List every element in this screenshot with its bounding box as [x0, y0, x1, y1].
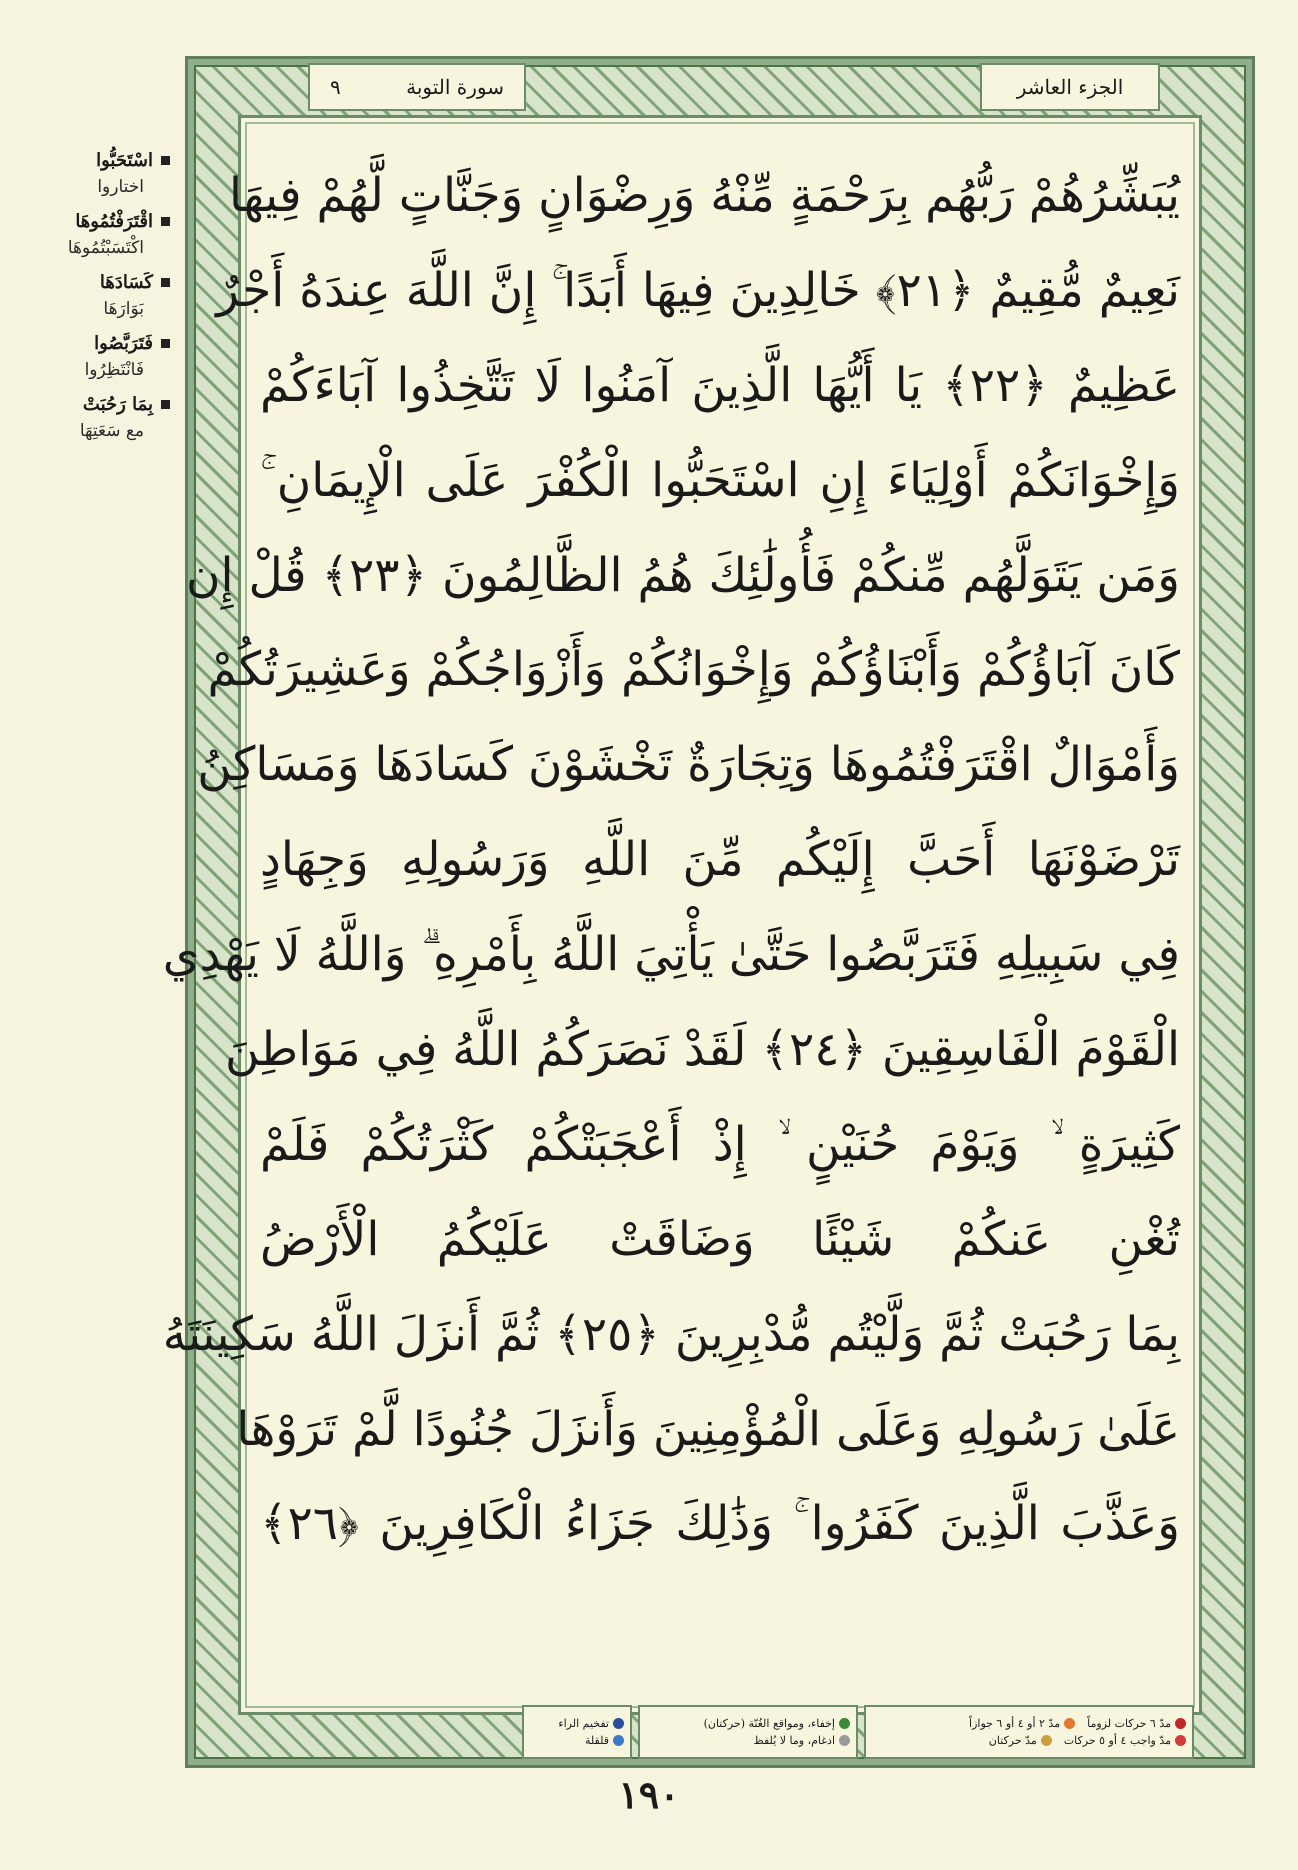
verse-line: وَمَن يَتَوَلَّهُم مِّنكُمْ فَأُولَٰئِكَ هُمُ الظَّالِمُونَ ﴿٢٣﴾ قُلْ إِن [186, 547, 1180, 603]
glossary-entry [0, 211, 182, 258]
glossary-word: اسْتَحَبُّوا [96, 150, 153, 171]
legend-dot [1041, 1735, 1052, 1746]
surah-label [308, 63, 526, 111]
glossary [0, 150, 182, 455]
surah-title: سورة التوبة [406, 75, 504, 99]
legend-dot [1064, 1718, 1075, 1729]
verse-line: وَعَذَّبَ الَّذِينَ كَفَرُوا ۚ وَذَٰلِكَ جَزَاءُ الْكَافِرِينَ ﴿٢٦﴾ [260, 1496, 1180, 1552]
verse-line: يُبَشِّرُهُمْ رَبُّهُم بِرَحْمَةٍ مِّنْهُ وَرِضْوَانٍ وَجَنَّاتٍ لَّهُمْ فِيهَا [228, 168, 1180, 223]
verse-line: وَإِخْوَانَكُمْ أَوْلِيَاءَ إِنِ اسْتَحَبُّوا الْكُفْرَ عَلَى الْإِيمَانِ ۚ [260, 452, 1180, 508]
verse-line: فِي سَبِيلِهِ فَتَرَبَّصُوا حَتَّىٰ يَأْتِيَ اللَّهُ بِأَمْرِهِ ۗ وَاللَّهُ لَا يَهْدِي [162, 927, 1180, 983]
legend-dot [1175, 1718, 1186, 1729]
verse-line: تَرْضَوْنَهَا أَحَبَّ إِلَيْكُم مِّنَ اللَّهِ وَرَسُولِهِ وَجِهَادٍ [260, 832, 1180, 888]
bullet-square-icon [161, 278, 170, 287]
glossary-meaning: بَوَارَهَا [103, 299, 144, 319]
glossary-entry [0, 394, 182, 441]
tajweed-legend [246, 1705, 1194, 1759]
glossary-meaning: مع سَعَتِهَا [79, 421, 144, 441]
legend-dot [839, 1718, 850, 1729]
verse-line: عَلَىٰ رَسُولِهِ وَعَلَى الْمُؤْمِنِينَ وَأَنزَلَ جُنُودًا لَّمْ تَرَوْهَا [236, 1401, 1180, 1457]
legend-label: ادغام، وما لا يُلفظ [753, 1734, 835, 1747]
legend-label: مدّ ٢ أو ٤ أو ٦ جوازاً [969, 1717, 1061, 1730]
glossary-entry [0, 150, 182, 197]
glossary-word: كَسَادَهَا [99, 272, 153, 293]
legend-dot [839, 1735, 850, 1746]
glossary-word: بِمَا رَحُبَتْ [82, 394, 153, 415]
legend-label: قلقلة [584, 1734, 609, 1747]
verse-line: بِمَا رَحُبَتْ ثُمَّ وَلَّيْتُم مُّدْبِرِينَ ﴿٢٥﴾ ثُمَّ أَنزَلَ اللَّهُ سَكِينَتَهُ [162, 1306, 1180, 1362]
verse-lines [162, 149, 1180, 1669]
legend-label: تفخيم الراء [558, 1717, 609, 1730]
glossary-entry [0, 333, 182, 380]
legend-label: مدّ واجب ٤ أو ٥ حركات [1063, 1734, 1171, 1747]
glossary-meaning: اكْتَسَبْتُمُوهَا [67, 238, 144, 258]
legend-dot [1175, 1735, 1186, 1746]
juz-label [980, 63, 1160, 111]
verse-line: كَانَ آبَاؤُكُمْ وَأَبْنَاؤُكُمْ وَإِخْوَانُكُمْ وَأَزْوَاجُكُمْ وَعَشِيرَتُكُمْ [207, 642, 1180, 698]
bullet-square-icon [161, 156, 170, 165]
page-frame [162, 56, 1255, 1768]
glossary-word: فَتَرَبَّصُوا [94, 333, 153, 354]
surah-number: ٩ [330, 75, 341, 99]
glossary-word: اقْتَرَفْتُمُوهَا [75, 211, 153, 232]
glossary-meaning: اختاروا [97, 177, 144, 197]
bullet-square-icon [161, 217, 170, 226]
verse-line: تُغْنِ عَنكُمْ شَيْئًا وَضَاقَتْ عَلَيْكُمُ الْأَرْضُ [260, 1211, 1180, 1267]
glossary-entry [0, 272, 182, 319]
juz-title: الجزء العاشر [1016, 75, 1124, 99]
legend-box-madd [864, 1705, 1194, 1759]
verse-line: كَثِيرَةٍ ۙ وَيَوْمَ حُنَيْنٍ ۙ إِذْ أَعْجَبَتْكُمْ كَثْرَتُكُمْ فَلَمْ [260, 1116, 1180, 1172]
legend-label: مدّ ٦ حركات لزوماً [1087, 1717, 1171, 1730]
verse-line: عَظِيمٌ ﴿٢٢﴾ يَا أَيُّهَا الَّذِينَ آمَنُوا لَا تَتَّخِذُوا آبَاءَكُمْ [260, 357, 1180, 413]
bullet-square-icon [161, 339, 170, 348]
legend-label: إخفاء، ومواقع الغُنّة (حركتان) [703, 1717, 835, 1730]
legend-dot [613, 1735, 624, 1746]
legend-box-ra [522, 1705, 632, 1759]
verse-line: وَأَمْوَالٌ اقْتَرَفْتُمُوهَا وَتِجَارَةٌ تَخْشَوْنَ كَسَادَهَا وَمَسَاكِنُ [197, 737, 1180, 793]
bullet-square-icon [161, 400, 170, 409]
verse-line: نَعِيمٌ مُّقِيمٌ ﴿٢١﴾ خَالِدِينَ فِيهَا أَبَدًا ۚ إِنَّ اللَّهَ عِندَهُ أَجْرٌ [216, 262, 1180, 318]
legend-box-ghunna [638, 1705, 858, 1759]
verse-line: الْقَوْمَ الْفَاسِقِينَ ﴿٢٤﴾ لَقَدْ نَصَرَكُمُ اللَّهُ فِي مَوَاطِنَ [225, 1022, 1180, 1078]
legend-dot [613, 1718, 624, 1729]
legend-label: مدّ حركتان [988, 1734, 1037, 1747]
page-number: ١٩٠ [618, 1772, 680, 1817]
glossary-meaning: فَانْتَظِرُوا [84, 360, 144, 380]
